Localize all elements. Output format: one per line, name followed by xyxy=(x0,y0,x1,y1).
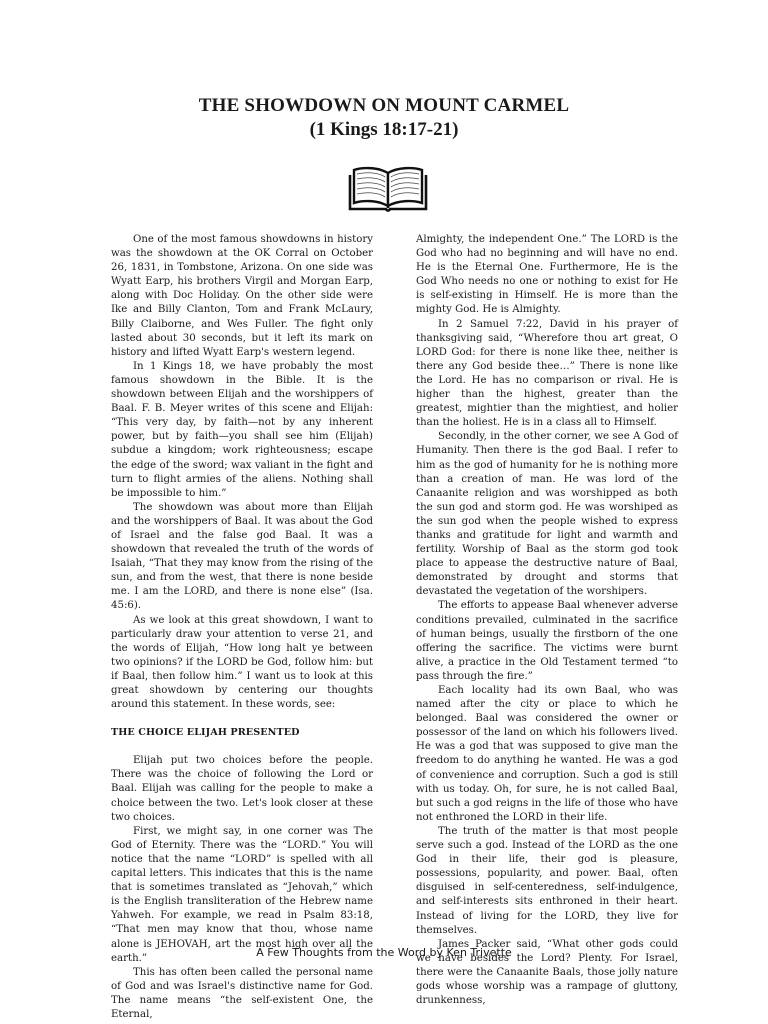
open-book-icon xyxy=(348,165,428,213)
right-column xyxy=(416,233,678,1008)
paragraph: In 1 Kings 18, we have probably the most famous showdown in the Bible. It is the showdown between Elijah and the worshippers of Baal. F. B. Meyer writes of this scene and Elijah: “This very day, by faith—not by any inherent power, but by faith—you shall see him (Elijah) subdue a kingdom; work righteousness; escape the edge of the sword; wax valiant in the fight and turn to flight armies of the aliens. Nothing shall be impossible to him.” xyxy=(111,360,373,499)
paragraph: The truth of the matter is that most people serve such a god. Instead of the LORD as the one God in their life, their god is pleasure, possessions, popularity, and power. Baal, often disguised in self-centeredness, self-indulgence, and self-interests sits enthroned in their heart. Instead of living for the LORD, they live for themselves. xyxy=(416,825,678,936)
paragraph: James Packer said, “What other gods could we have besides the Lord? Plenty. For Israel, there were the Canaanite Baals, those jolly nature gods whose worship was a rampage of gluttony, drunkenness, xyxy=(416,938,678,1007)
paragraph: Each locality had its own Baal, who was named after the city or place to which he belonged. Baal was considered the owner or possessor of the land on which his followers lived. He was a god that was supposed to give man the freedom to do anything he wanted. He was a god of convenience and corruption. Such a god is still with us today. Oh, for sure, he is not called Baal, but such a god reigns in the life of those who have not enthroned the LORD in their life. xyxy=(416,685,678,823)
paragraph: Secondly, in the other corner, we see A God of Humanity. Then there is the god Baal. I refer to him as the god of humanity for he is nothing more than a creation of man. He was lord of the Canaanite religion and was worshipped as both the sun god and storm god. He was worshiped as the sun god when the people wished to express thanks and gratitude for light and warmth and fertility. Worship of Baal as the storm god took place to appease the destructive nature of Baal, demonstrated by drought and storms that devastated the vegetation of the worshipers. xyxy=(416,431,678,598)
paragraph: One of the most famous showdowns in history was the showdown at the OK Corral on October 26, 1831, in Tombstone, Arizona. On one side was Wyatt Earp, his brothers Virgil and Morgan Earp, along with Doc Holiday. On the other side were Ike and Billy Clanton, Tom and Frank McLaury, Billy Claiborne, and Wes Fuller. The fight only lasted about 30 seconds, but it left its mark on history and lifted Wyatt Earp's western legend. xyxy=(111,234,373,358)
paragraph: In 2 Samuel 7:22, David in his prayer of thanksgiving said, “Wherefore thou art great, O LORD God: for there is none like thee, neither is there any God beside thee…” There is none like the Lord. He has no comparison or rival. He is higher than the highest, greater than the greatest, mightier than the mightiest, and holier than the holiest. He is in a class all to Himself. xyxy=(416,318,678,429)
paragraph: The showdown was about more than Elijah and the worshippers of Baal. It was about the God of Israel and the false god Baal. It was a showdown that revealed the truth of the words of Isaiah, “That they may know from the rising of the sun, and from the west, that there is none beside me. I am the LORD, and there is none else” (Isa. 45:6). xyxy=(111,501,373,612)
paragraph: First, we might say, in one corner was The God of Eternity. There was the “LORD.” You will notice that the name “LORD” is spelled with all capital letters. This indicates that this is the name that is sometimes translated as “Jehovah,” which is the English transliteration of the Hebrew name Yahweh. For example, we read in Psalm 83:18, “That men may know that thou, whose name alone is JEHOVAH, art the most high over all the earth.” xyxy=(111,825,373,964)
paragraph: This has often been called the personal name of God and was Israel's distinctive name for God. The name means “the self-existent One, the Eternal, xyxy=(111,966,373,1020)
paragraph: The efforts to appease Baal whenever adverse conditions prevailed, culminated in the sacrifice of human beings, usually the firstborn of the one offering the sacrifice. The victims were burnt alive, a practice in the Old Testament termed “to pass through the fire.” xyxy=(416,600,678,682)
scripture-reference: (1 Kings 18:17-21) xyxy=(309,119,459,140)
paragraph: Elijah put two choices before the people. There was the choice of following the Lord or Baal. Elijah was calling for the people to make a choice between the two. Let's look closer at these two choices. xyxy=(111,755,373,823)
paragraph: As we look at this great showdown, I want to particularly draw your attention to verse 21, and the words of Elijah, “How long halt ye between two opinions? if the LORD be God, follow him: but if Baal, then follow him.” I want us to look at this great showdown by centering our thoughts around this statement. In these words, see: xyxy=(111,614,373,711)
page-title: THE SHOWDOWN ON MOUNT CARMEL xyxy=(198,95,570,116)
footer-credit: A Few Thoughts from the Word by Ken Trivette xyxy=(256,946,512,959)
left-column xyxy=(111,233,373,1022)
section-heading: THE CHOICE ELIJAH PRESENTED xyxy=(111,727,300,739)
paragraph: Almighty, the independent One.” The LORD is the God who had no beginning and will have no end. He is the Eternal One. Furthermore, He is the God Who needs no one or nothing to exist for He is self-existing in Himself. He is more than the mighty God. He is Almighty. xyxy=(416,234,678,316)
